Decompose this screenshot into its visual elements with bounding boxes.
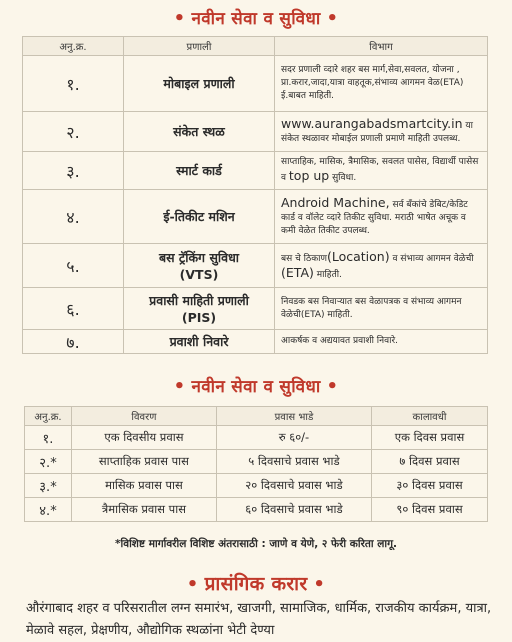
row-description: मासिक प्रवास पास — [72, 474, 217, 498]
row-system: मोबाइल प्रणाली — [124, 56, 275, 112]
row-number: १. — [25, 426, 72, 450]
col-header-number: अनु.क्र. — [23, 37, 124, 56]
row-system: प्रवाशी निवारे — [124, 330, 275, 354]
row-system: संकेत स्थळ — [124, 112, 275, 152]
row-description: त्रैमासिक प्रवास पास — [72, 498, 217, 522]
col-header-fare: प्रवास भाडे — [216, 407, 371, 426]
row-number: ५. — [23, 244, 124, 288]
row-number: ३. — [23, 152, 124, 190]
row-number: ६. — [23, 288, 124, 330]
row-number: १. — [23, 56, 124, 112]
table-row — [25, 426, 488, 450]
services-table — [22, 36, 488, 354]
row-period: ७ दिवस प्रवास — [372, 450, 488, 474]
row-fare: रु ६०/- — [216, 426, 371, 450]
footnote: *विशिष्ट मार्गावरील विशिष्ट अंतरासाठी : जाणे व येणे, २ फेरी करिता लागू. — [115, 538, 397, 550]
row-fare: ५ दिवसाचे प्रवास भाडे — [216, 450, 371, 474]
table-row — [25, 474, 488, 498]
row-number: २.* — [25, 450, 72, 474]
col-header-period: कालावधी — [372, 407, 488, 426]
passes-table — [24, 406, 488, 522]
row-system: बस ट्रॅकिंग सुविधा (VTS) — [124, 244, 275, 288]
table-row — [23, 330, 488, 354]
row-description: साप्ताहिक, मासिक, त्रैमासिक, सवलत पासेस, विद्यार्थी पासेस व top up सुविधा. — [275, 152, 488, 190]
col-header-number: अनु.क्र. — [25, 407, 72, 426]
table-row — [23, 244, 488, 288]
row-description: निवडक बस निवाऱ्यात बस वेळापत्रक व संभाव्य आगमन वेळेची(ETA) माहिती. — [275, 288, 488, 330]
row-system: ई-तिकीट मशिन — [124, 190, 275, 244]
row-description: www.aurangabadsmartcity.in या संकेत स्थळावर मोबाईल प्रणाली प्रमाणे माहिती उपलब्ध. — [275, 112, 488, 152]
col-header-description: विवरण — [72, 407, 217, 426]
table-row — [23, 288, 488, 330]
section-heading-contract: • प्रासंगिक करार • — [186, 573, 326, 595]
section-heading-services: • नवीन सेवा व सुविधा • — [173, 8, 339, 29]
row-system: प्रवासी माहिती प्रणाली (PIS) — [124, 288, 275, 330]
row-fare: ६० दिवसाचे प्रवास भाडे — [216, 498, 371, 522]
row-period: ३० दिवस प्रवास — [372, 474, 488, 498]
row-description: बस चे ठिकाण(Location) व संभाव्य आगमन वेळेची (ETA) माहिती. — [275, 244, 488, 288]
table-row — [23, 152, 488, 190]
row-number: ७. — [23, 330, 124, 354]
table-row — [23, 190, 488, 244]
table-row — [23, 112, 488, 152]
row-number: ४.* — [25, 498, 72, 522]
website-link[interactable]: www.aurangabadsmartcity.in — [281, 116, 463, 131]
row-description: Android Machine, सर्व बँकांचे डेबिट/केडिट कार्ड व वॉलेट व्दारे तिकीट सुविधा. मराठी भाषेत अचूक व कमी वेळेत तिकीट उपलब्ध. — [275, 190, 488, 244]
col-header-system: प्रणाली — [124, 37, 275, 56]
row-system: स्मार्ट कार्ड — [124, 152, 275, 190]
table-row — [25, 450, 488, 474]
table-row — [25, 498, 488, 522]
row-period: एक दिवस प्रवास — [372, 426, 488, 450]
table-header-row — [23, 37, 488, 56]
section-heading-passes: • नवीन सेवा व सुविधा • — [173, 376, 339, 397]
row-fare: २० दिवसाचे प्रवास भाडे — [216, 474, 371, 498]
row-number: ४. — [23, 190, 124, 244]
heading-text: नवीन सेवा व सुविधा — [191, 377, 321, 397]
row-description: आकर्षक व अद्ययावत प्रवाशी निवारे. — [275, 330, 488, 354]
heading-text: नवीन सेवा व सुविधा — [191, 9, 321, 29]
heading-text: प्रासंगिक करार — [204, 573, 308, 595]
row-description: सदर प्रणाली व्दारे शहर बस मार्ग,सेवा,सवलत, योजना , प्रा.करार,जादा,यात्रा वाहतूक,संभाव्य आगमन वेळ(ETA) ई.बाबत माहिती. — [275, 56, 488, 112]
row-number: ३.* — [25, 474, 72, 498]
contract-description: औरंगाबाद शहर व परिसरातील लग्न समारंभ, खाजगी, सामाजिक, धार्मिक, राजकीय कार्यक्रम, यात्रा, मेळावे सहल, प्रेक्षणीय, औद्योगिक स्थळांना भेटी देण्या — [26, 601, 492, 638]
col-header-department: विभाग — [275, 37, 488, 56]
row-period: ९० दिवस प्रवास — [372, 498, 488, 522]
row-description: साप्ताहिक प्रवास पास — [72, 450, 217, 474]
row-description: एक दिवसीय प्रवास — [72, 426, 217, 450]
table-row — [23, 56, 488, 112]
table-header-row — [25, 407, 488, 426]
row-number: २. — [23, 112, 124, 152]
